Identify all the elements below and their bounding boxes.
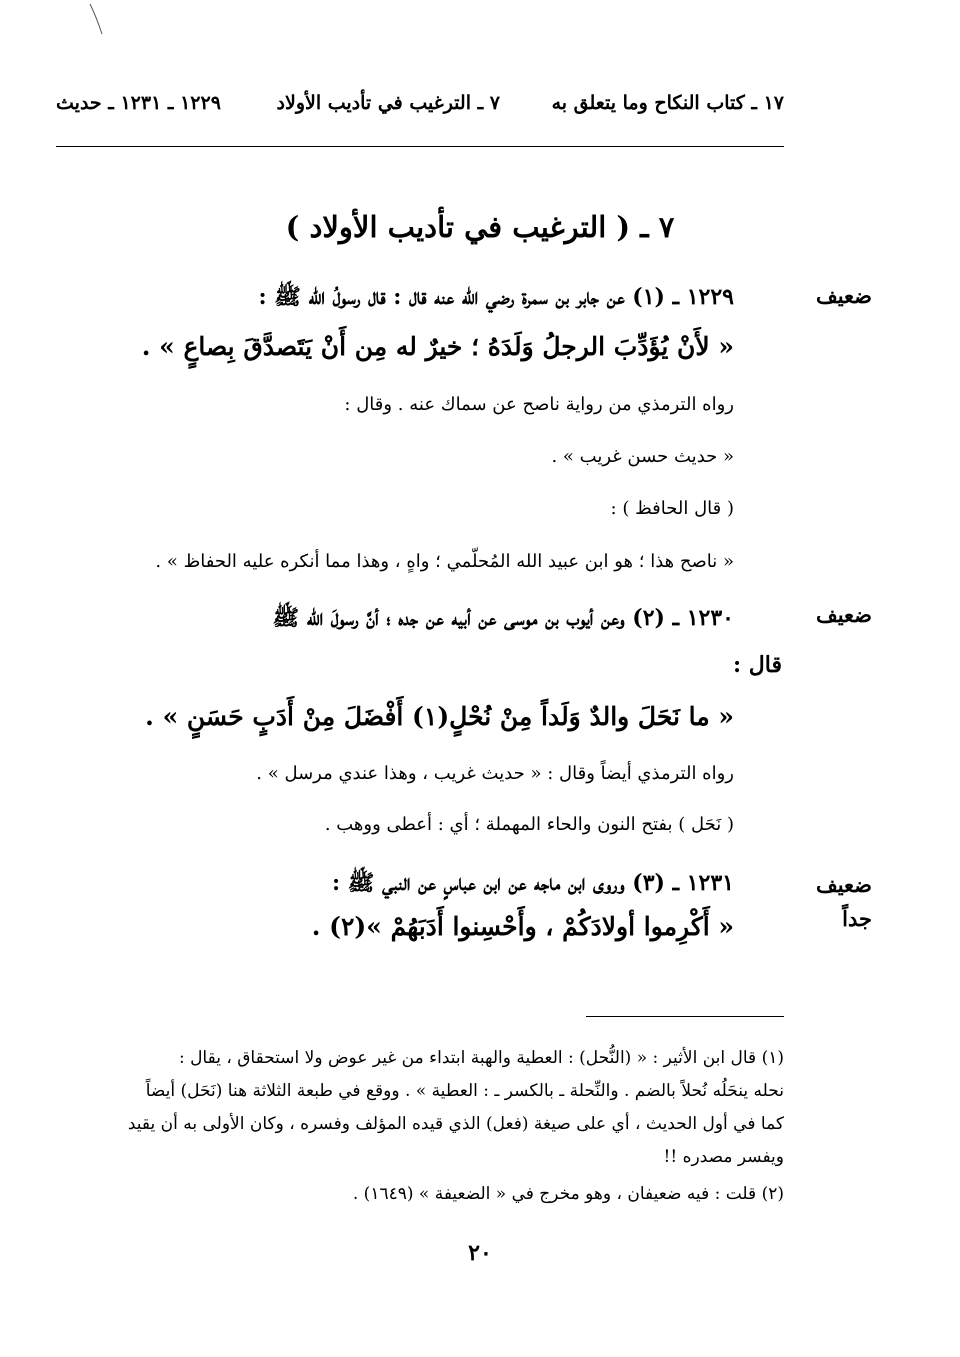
hadith-heading: ١٢٣٠ ـ (٢) وعن أيوب بن موسى عن أبيه عن جده ؛ أنَّ رسولَ الله ﷺ — [272, 605, 734, 631]
narration-line: ( نَحَل ) بفتح النون والحاء المهملة ؛ أي : أعطى ووهب . — [324, 814, 734, 835]
hadith-quote: « ما نَحَلَ والدٌ وَلَداً مِنْ نُحْلٍ(١) أَفْضَلَ مِنْ أَدَبٍ حَسَنٍ » . — [145, 702, 734, 731]
footnote-line: نحله ينحَلُه نُحلاً بالضم . والنِّحلة ـ بالكسر ـ : العطية » . ووقع في طبعة الثلاثة هنا (نَحَل) أيضاً — [145, 1081, 784, 1101]
footnote-line: (١) قال ابن الأثير : « (النُّحل) : العطية والهبة ابتداء من غير عوض ولا استحقاق ، يقال : — [178, 1048, 784, 1068]
grade-label: ضعيف جداً — [815, 872, 872, 931]
grade-label: ضعيف — [815, 602, 872, 627]
header-rule — [56, 146, 784, 147]
header-section: ٧ ـ الترغيب في تأديب الأولاد — [276, 92, 500, 114]
section-title: ٧ ـ ( الترغيب في تأديب الأولاد ) — [285, 210, 675, 244]
narration-line: ( قال الحافظ ) : — [610, 498, 734, 519]
narration-line: « حديث حسن غريب » . — [551, 446, 734, 467]
narration-line: رواه الترمذي من رواية ناصح عن سماك عنه . وقال : — [344, 394, 734, 415]
footnote-line: كما في أول الحديث ، أي على صيغة (فعل) الذي قيده المؤلف وفسره ، وكان الأولى به أن يقيد — [127, 1114, 784, 1134]
grade-label: ضعيف — [815, 283, 872, 308]
hadith-heading: ١٢٣١ ـ (٣) وروى ابن ماجه عن ابن عباسٍ عن النبي ﷺ : — [332, 870, 734, 896]
hadith-quote: « لأَنْ يُؤَدِّبَ الرجلُ وَلَدَهُ ؛ خيرٌ له مِن أَنْ يَتَصدَّقَ بِصاعٍ » . — [141, 332, 734, 361]
page-number: ٢٠ — [468, 1240, 492, 1266]
scan-mark — [88, 2, 106, 36]
footnote-line: ويفسر مصدره !! — [663, 1147, 784, 1167]
header-chapter: ١٧ ـ كتاب النكاح وما يتعلق به — [551, 92, 784, 114]
hadith-heading: ١٢٢٩ ـ (١) عن جابر بن سمرة رضي الله عنه قال : قال رسولُ الله ﷺ : — [258, 284, 734, 310]
header-range: ١٢٢٩ ـ ١٢٣١ ـ حديث — [56, 92, 221, 114]
narration-line: رواه الترمذي أيضاً وقال : « حديث غريب ، وهذا عندي مرسل » . — [256, 763, 734, 784]
footnote-rule — [586, 1016, 784, 1017]
narration-line: « ناصح هذا ؛ هو ابن عبيد الله المُحلّمي ؛ واهٍ ، وهذا مما أنكره عليه الحفاظ » . — [155, 551, 734, 572]
hadith-heading-cont: قال : — [733, 652, 782, 678]
hadith-quote: « أَكْرِموا أولادَكُمْ ، وأَحْسِنوا أَدَبَهُمْ »(٢) . — [311, 912, 734, 941]
footnote-line: (٢) قلت : فيه ضعيفان ، وهو مخرج في « الضعيفة » (١٦٤٩) . — [352, 1184, 784, 1204]
